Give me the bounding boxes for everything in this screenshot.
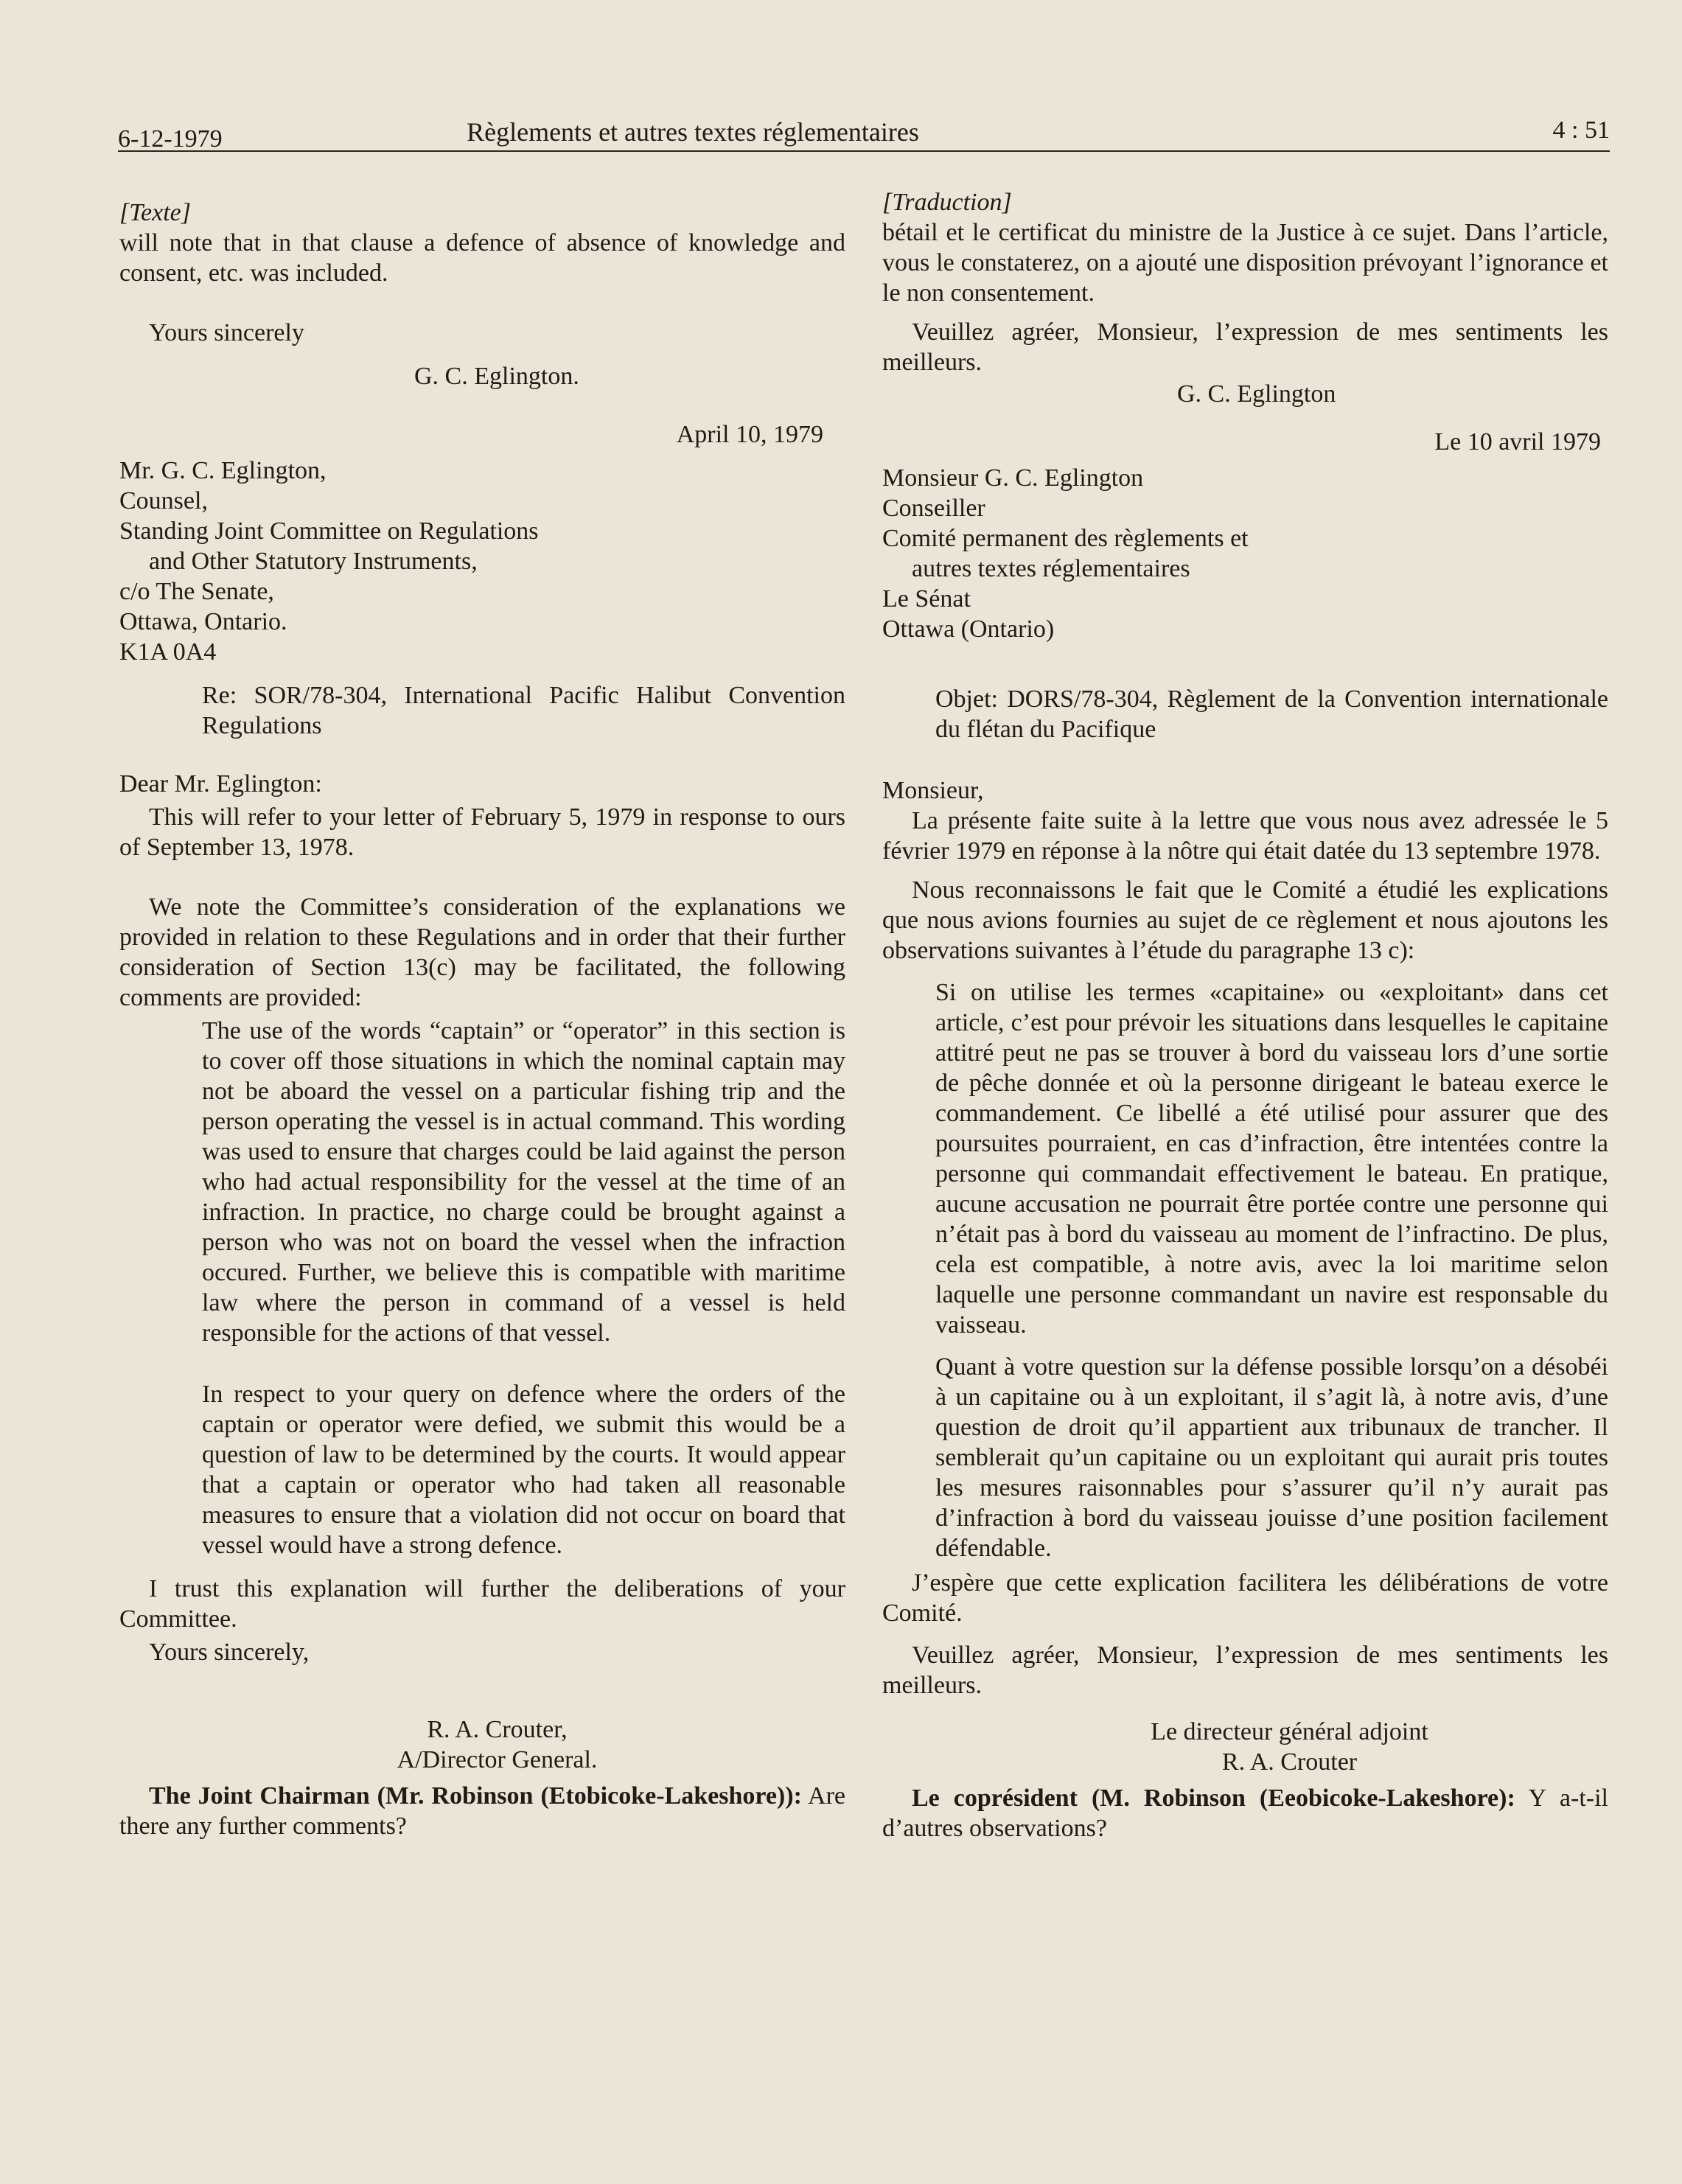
address-block [882, 463, 1608, 644]
address-line: Monsieur G. C. Eglington [882, 464, 1144, 492]
salutation: Dear Mr. Eglington: [119, 770, 322, 798]
address-line: Counsel, [119, 487, 208, 514]
quoted-paragraph: In respect to your query on defence where the orders of the captain or operator were defied, we submit this would be a question of law to be determined by the courts. It would appear that a captain or operator who had taken all reasonable measures to ensure that a violation did not occur on board that vessel would have a strong defence. [202, 1381, 845, 1559]
speaker-name: Le coprésident (M. Robinson (Eeobicoke-Lakeshore): [912, 1784, 1515, 1812]
speaker-text: Y a-t-il d’autres observations? [882, 1784, 1608, 1842]
closing: Yours sincerely [149, 319, 304, 346]
address-line: c/o The Senate, [119, 578, 274, 605]
speaker-name: The Joint Chairman (Mr. Robinson (Etobicoke-Lakeshore)): [149, 1782, 802, 1810]
header-date: 6-12-1979 [118, 125, 223, 153]
speaker-text: Are there any further comments? [119, 1782, 846, 1840]
paragraph: I trust this explanation will further the deliberations of your Committee. [119, 1575, 845, 1633]
section-label: [Traduction] [882, 189, 1012, 216]
chairman-remark [119, 1781, 845, 1841]
letter-date: April 10, 1979 [676, 421, 823, 448]
subject-line: Re: SOR/78-304, International Pacific Halibut Convention Regulations [202, 682, 845, 739]
address-line: and Other Statutory Instruments, [149, 548, 478, 575]
address-line: Standing Joint Committee on Regulations [119, 517, 539, 545]
paragraph: This will refer to your letter of February 5, 1979 in response to ours of September 13, 1978. [119, 803, 845, 861]
header-page-number: 4 : 51 [1552, 116, 1610, 144]
salutation: Monsieur, [882, 777, 984, 804]
paragraph: bétail et le certificat du ministre de la Justice à ce sujet. Dans l’article, vous le constaterez, on a ajouté une disposition prévoyant l’ignorance et le non consentement. [882, 219, 1608, 307]
closing: Veuillez agréer, Monsieur, l’expression de mes sentiments les meilleurs. [882, 1642, 1608, 1699]
address-line: autres textes réglementaires [912, 555, 1190, 582]
paragraph: La présente faite suite à la lettre que vous nous avez adressée le 5 février 1979 en réponse à la nôtre qui était datée du 13 septembre 1978. [882, 807, 1608, 865]
address-block [119, 456, 845, 667]
english-column [119, 183, 845, 1841]
address-line: Le Sénat [882, 585, 971, 613]
chairman-remark [882, 1783, 1608, 1843]
closing: Yours sincerely, [149, 1639, 310, 1666]
address-line: Ottawa (Ontario) [882, 615, 1055, 643]
address-line: Conseiller [882, 495, 985, 522]
quoted-paragraph: Si on utilise les termes «capitaine» ou «exploitant» dans cet article, c’est pour prévoir les situations dans lesquelles le capitaine attitré peut ne pas se trouver à bord du vaisseau lors d’une sortie de pêche donnée et où la personne dirigeant le bateau exerce le commandement. Ce libellé a été utilisé pour assurer que des poursuites pourraient, en cas d’infraction, être intentées contre la personne qui commandait effectivement le bateau. En pratique, aucune accusation ne pourrait être portée contre une personne qui n’était pas à bord du vaisseau au moment de l’infractino. De plus, cela est compatible, à notre avis, avec la loi maritime selon laquelle une personne commandant un navire est responsable du vaisseau. [935, 979, 1608, 1339]
signature-title: A/Director General. [397, 1746, 598, 1773]
signature-title: Le directeur général adjoint [1151, 1718, 1428, 1745]
address-line: Ottawa, Ontario. [119, 608, 287, 635]
signature: G. C. Eglington. [414, 363, 579, 390]
signature-name: R. A. Crouter, [427, 1716, 568, 1743]
french-column [882, 183, 1608, 1843]
paragraph: We note the Committee’s consideration of the explanations we provided in relation to these Regulations and in order that their further consideration of Section 13(c) may be facilitated, the following comments are provided: [119, 893, 845, 1011]
paragraph: Nous reconnaissons le fait que le Comité a étudié les explications que nous avions fournies au sujet de ce règlement et nous ajoutons les observations suivantes à l’étude du paragraphe 13 c): [882, 876, 1608, 964]
section-label: [Texte] [119, 199, 191, 226]
address-line: Mr. G. C. Eglington, [119, 457, 327, 484]
signature-name: R. A. Crouter [1221, 1748, 1358, 1776]
signature: G. C. Eglington [1177, 380, 1336, 408]
paragraph: J’espère que cette explication facilitera les délibérations de votre Comité. [882, 1569, 1608, 1627]
quoted-paragraph: Quant à votre question sur la défense possible lorsqu’on a désobéi à un capitaine ou à un exploitant, il s’agit là, à notre avis, d’une question de droit qu’il appartient aux tribunaux de trancher. Il semblerait qu’un capitaine ou un exploitant qui aurait pris toutes les mesures raisonnables pour s’assurer qu’il n’y aurait pas d’infraction à bord du vaisseau jouisse d’une position facilement défendable. [935, 1353, 1608, 1562]
letter-date: Le 10 avril 1979 [1434, 428, 1601, 456]
subject-line: Objet: DORS/78-304, Règlement de la Convention internationale du flétan du Pacifique [935, 685, 1608, 743]
quoted-paragraph: The use of the words “captain” or “operator” in this section is to cover off those situations in which the nominal captain may not be aboard the vessel on a particular fishing trip and the person operating the vessel is in actual command. This wording was used to ensure that charges could be laid against the person who had actual responsibility for the vessel at the time of an infraction. In practice, no charge could be brought against a person who was not on board the vessel when the infraction occured. Further, we believe this is compatible with maritime law where the person in command of a vessel is held responsible for the actions of that vessel. [202, 1017, 845, 1347]
address-line: Comité permanent des règlements et [882, 525, 1249, 552]
page-header [118, 111, 1610, 152]
header-title: Règlements et autres textes réglementaires [467, 117, 919, 147]
address-line: K1A 0A4 [119, 638, 217, 666]
closing: Veuillez agréer, Monsieur, l’expression de mes sentiments les meilleurs. [882, 318, 1608, 376]
paragraph: will note that in that clause a defence of absence of knowledge and consent, etc. was included. [119, 229, 845, 287]
